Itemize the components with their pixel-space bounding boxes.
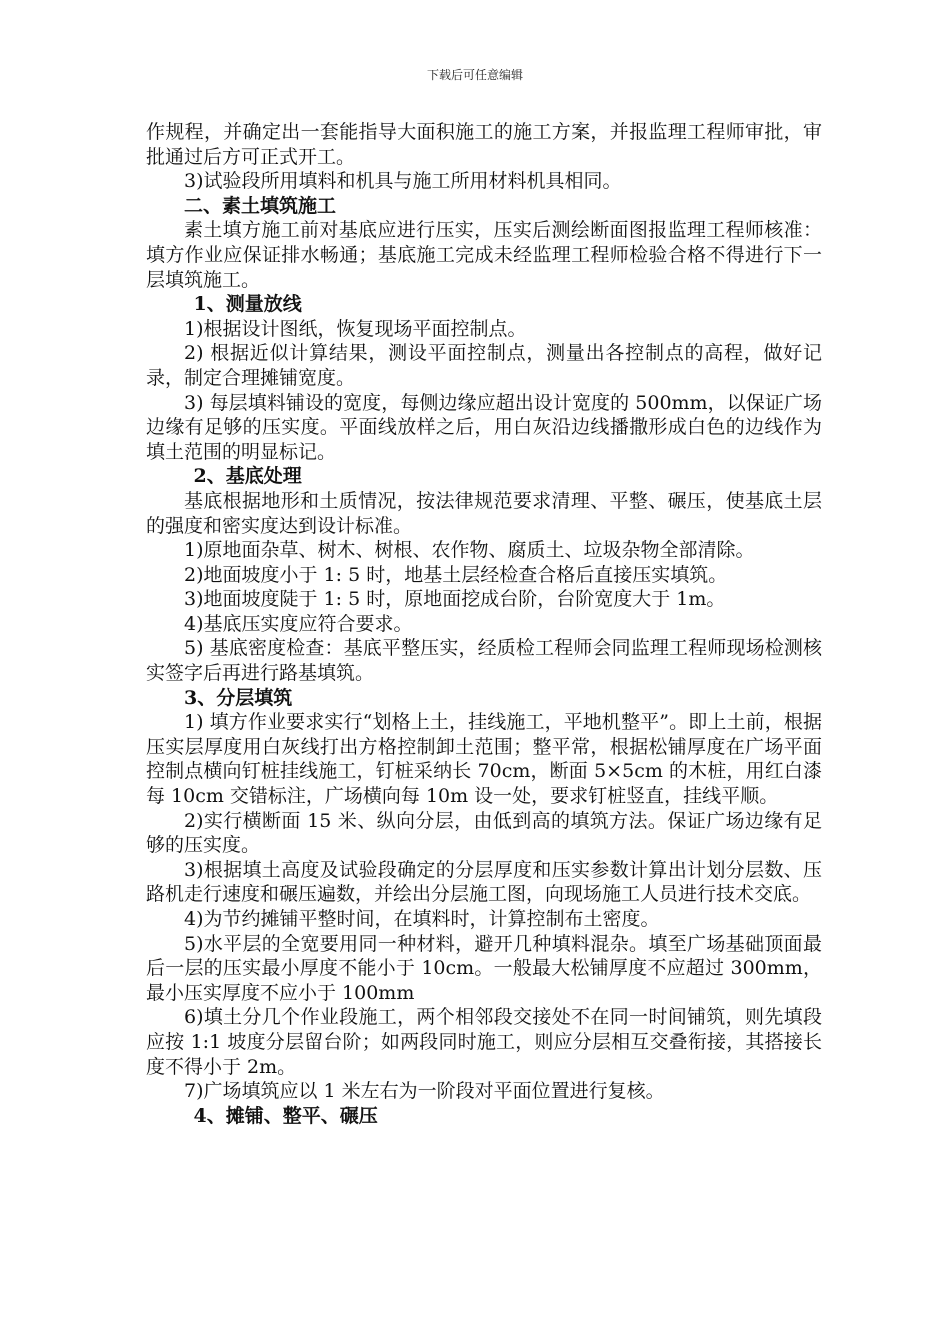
paragraph: 2) 根据近似计算结果，测设平面控制点，测量出各控制点的高程，做好记录，制定合理摊铺宽度。 xyxy=(146,342,822,389)
page-header: 下载后可任意编辑 xyxy=(426,68,523,82)
paragraph: 2)实行横断面 15 米、纵向分层，由低到高的填筑方法。保证广场边缘有足够的压实度。 xyxy=(146,809,822,857)
section-heading: 1、测量放线 xyxy=(193,293,302,316)
paragraph: 3) 每层填料铺设的宽度，每侧边缘应超出设计宽度的 500mm，以保证广场边缘有足够的压实度。平面线放样之后，用白灰沿边线播撒形成白色的边线作为填土范围的明显标记。 xyxy=(146,391,822,463)
section-heading: 4、摊铺、整平、碾压 xyxy=(193,1104,378,1127)
paragraph: 1) 填方作业要求实行“划格上土，挂线施工，平地机整平”。即上土前，根据压实层厚度用白灰线打出方格控制卸土范围；整平常，根据松铺厚度在广场平面控制点横向钉桩挂线施工，钉桩采纳长 70cm，断面 5×5cm 的木桩，用红白漆每 10cm 交错标注，广场横向每 10m 设一处，要求钉桩竖直，挂线平顺。 xyxy=(146,711,822,808)
paragraph: 1)原地面杂草、树木、树根、农作物、腐质土、垃圾杂物全部清除。 xyxy=(184,539,755,562)
paragraph: 1)根据设计图纸，恢复现场平面控制点。 xyxy=(184,317,527,340)
paragraph: 素土填方施工前对基底应进行压实，压实后测绘断面图报监理工程师核准：填方作业应保证排水畅通；基底施工完成未经监理工程师检验合格不得进行下一层填筑施工。 xyxy=(146,219,822,291)
paragraph: 2)地面坡度小于 1: 5 时，地基土层经检查合格后直接压实填筑。 xyxy=(184,563,728,586)
section-heading: 2、基底处理 xyxy=(193,465,302,488)
section-heading: 二、素土填筑施工 xyxy=(184,194,337,217)
paragraph: 5) 基底密度检查：基底平整压实，经质检工程师会同监理工程师现场检测核实签字后再进行路基填筑。 xyxy=(146,637,822,685)
paragraph: 3)根据填土高度及试验段确定的分层厚度和压实参数计算出计划分层数、压路机走行速度和碾压遍数，并绘出分层施工图，向现场施工人员进行技术交底。 xyxy=(146,858,822,906)
section-heading: 3、分层填筑 xyxy=(184,686,293,709)
paragraph: 4)基底压实度应符合要求。 xyxy=(184,612,413,635)
paragraph: 4)为节约摊铺平整时间，在填料时，计算控制布土密度。 xyxy=(184,908,660,930)
paragraph: 基底根据地形和土质情况，按法律规范要求清理、平整、碾压，使基底土层的强度和密实度达到设计标准。 xyxy=(146,489,822,537)
paragraph: 作规程，并确定出一套能指导大面积施工的施工方案，并报监理工程师审批，审批通过后方可正式开工。 xyxy=(146,121,822,168)
paragraph: 7)广场填筑应以 1 米左右为一阶段对平面位置进行复核。 xyxy=(184,1080,665,1103)
paragraph: 6)填土分几个作业段施工，两个相邻段交接处不在同一时间铺筑，则先填段应按 1:1 坡度分层留台阶；如两段同时施工，则应分层相互交叠衔接，其搭接长度不得小于 2m。 xyxy=(146,1006,822,1078)
paragraph: 3)试验段所用填料和机具与施工所用材料机具相同。 xyxy=(184,170,622,193)
document-body xyxy=(146,120,822,1128)
paragraph: 5)水平层的全宽要用同一种材料，避开几种填料混杂。填至广场基础顶面最后一层的压实最小厚度不能小于 10cm。一般最大松铺厚度不应超过 300mm，最小压实厚度不应小于 100mm xyxy=(146,932,822,1004)
paragraph: 3)地面坡度陡于 1: 5 时，原地面挖成台阶，台阶宽度大于 1m。 xyxy=(184,588,726,611)
